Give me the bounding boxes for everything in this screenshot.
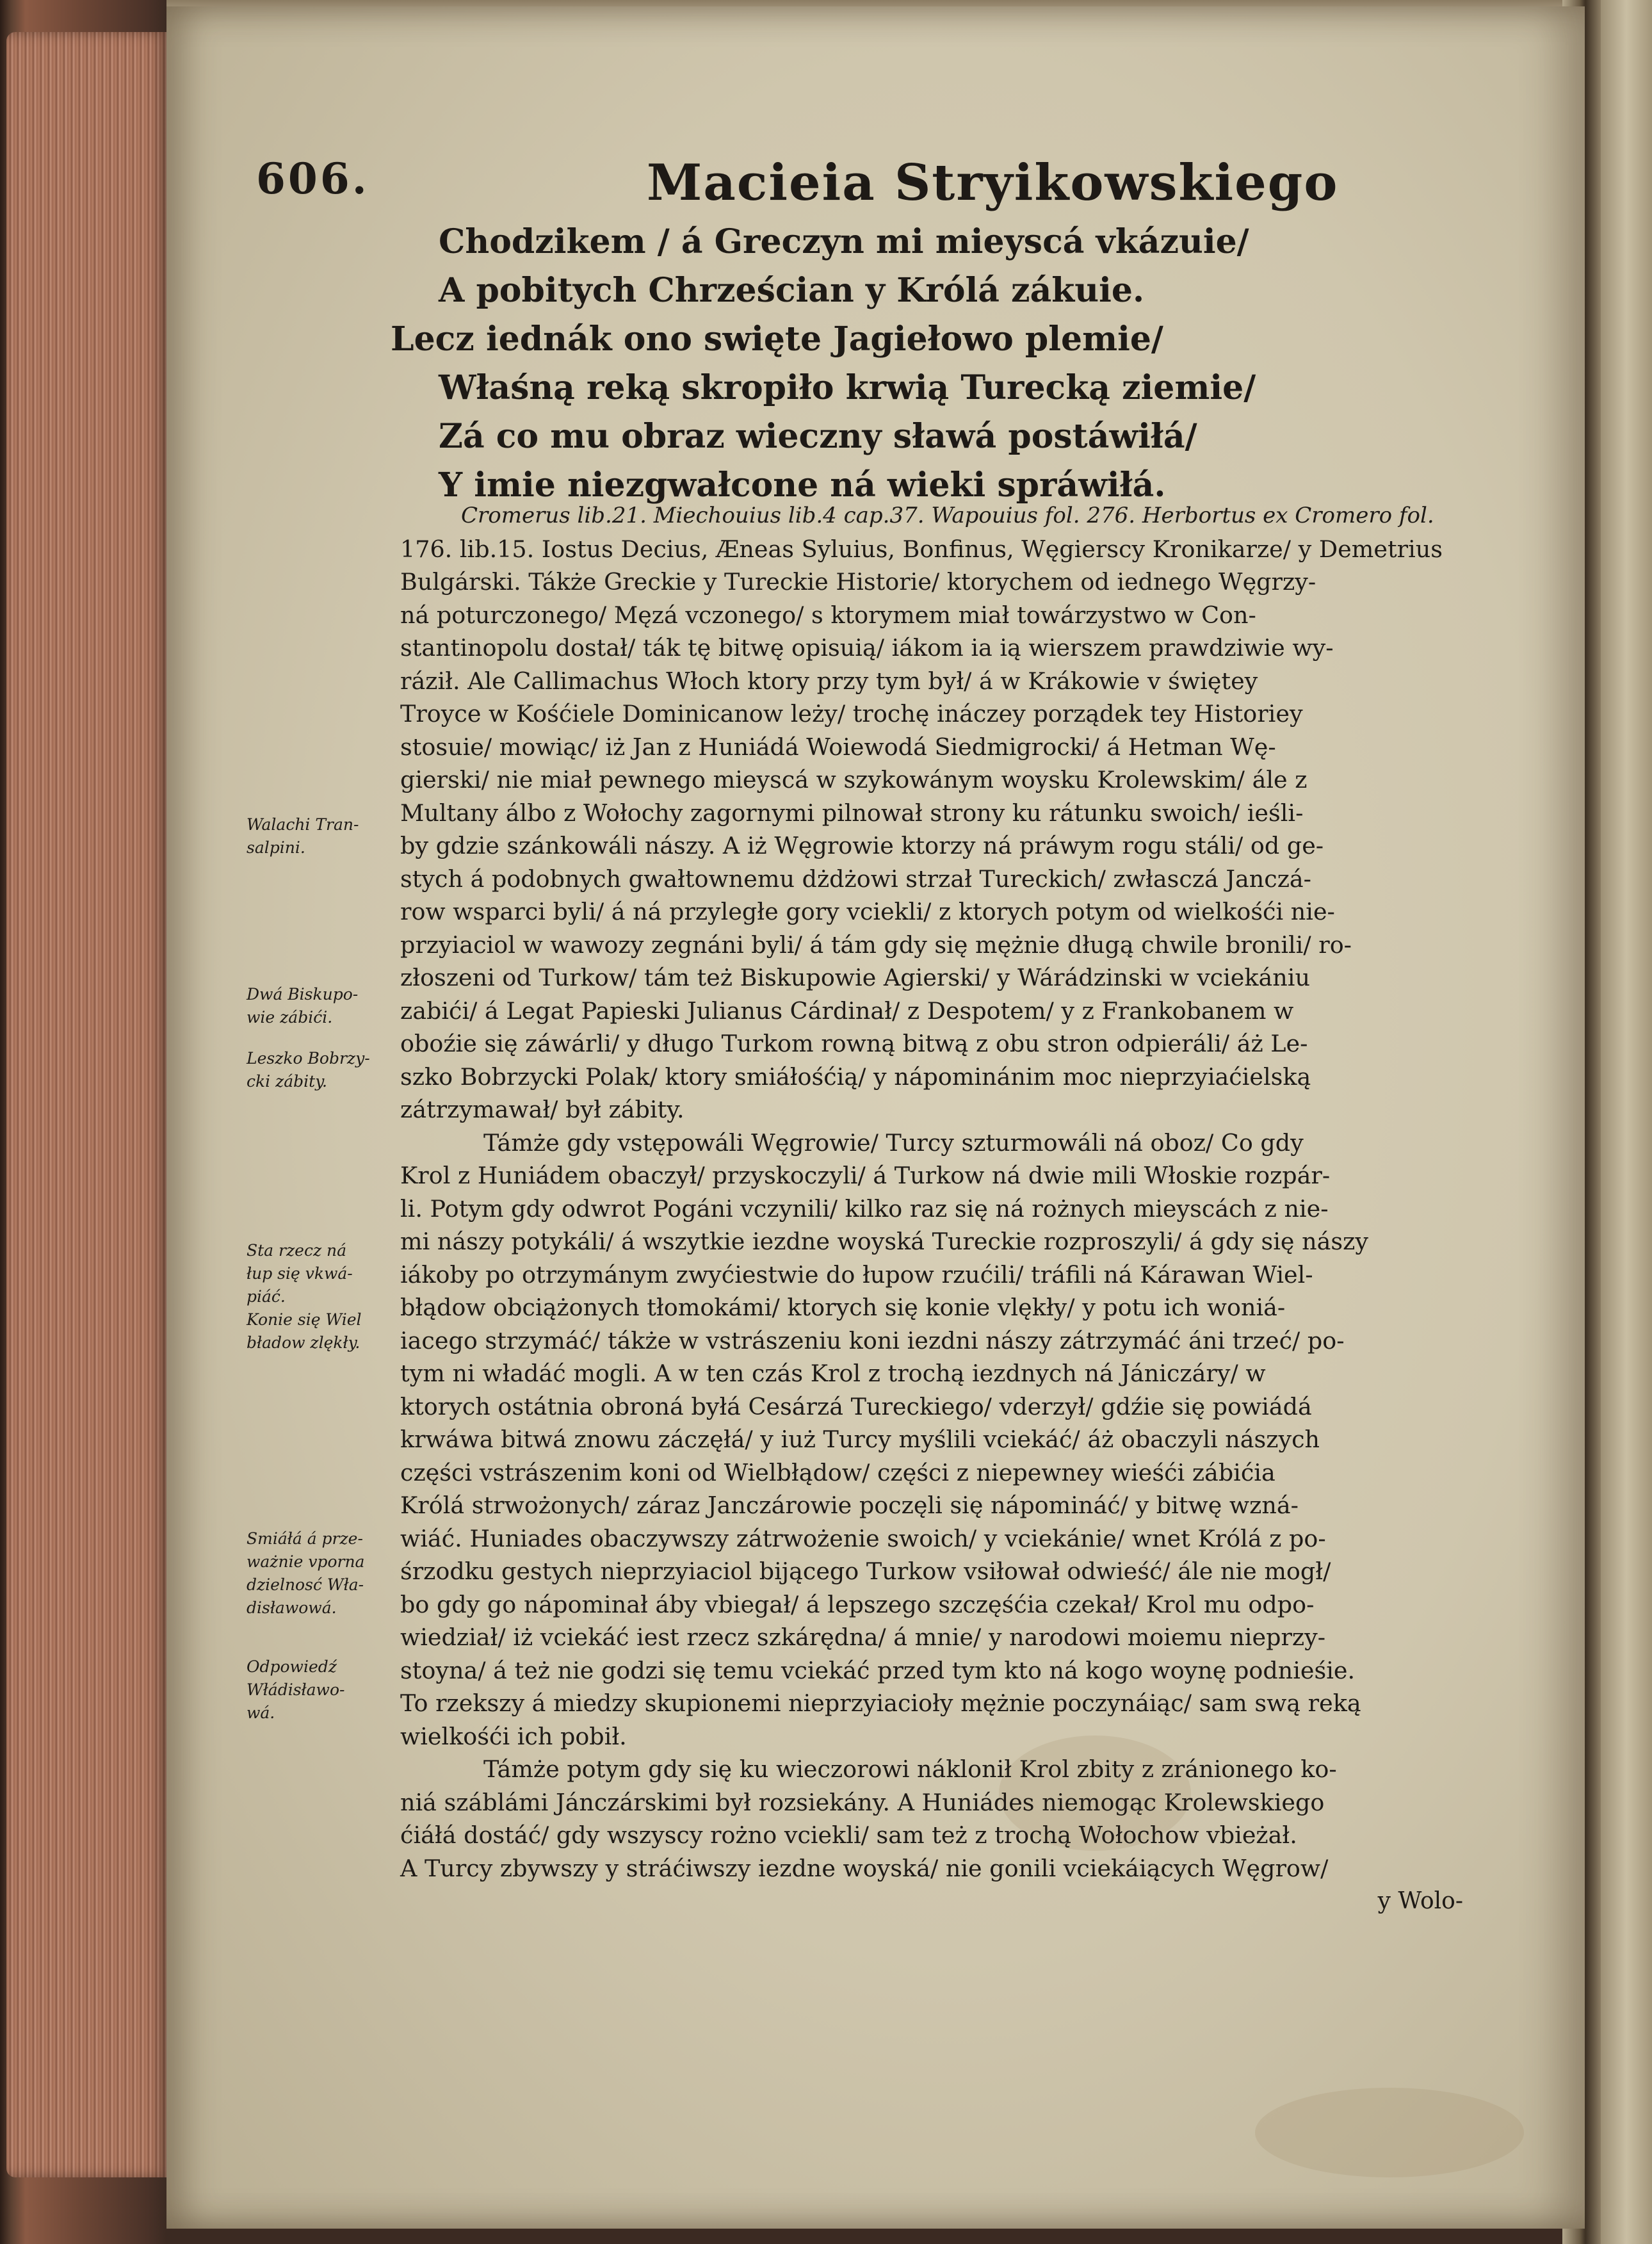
prose-line: Królá strwożonych/ záraz Janczárowie poczęli się nápomináć/ y bitwę wzná- [400,1492,1299,1519]
prose-line: Krol z Huniádem obaczył/ przyskoczyli/ á Turkow ná dwie mili Włoskie rozpár- [400,1162,1331,1189]
prose-line: stosuie/ mowiąc/ iż Jan z Huniádá Woiewodá Siedmigrocki/ á Hetman Wę- [400,733,1276,761]
prose-line: row wsparci byli/ á ná przyległe gory vciekli/ z ktorych potym od wielkośći nie- [400,898,1335,925]
prose-line: wielkośći ich pobił. [400,1722,627,1750]
prose-line: błądow obciążonych tłomokámi/ ktorych się konie vlękły/ y potu ich woniá- [400,1294,1286,1321]
prose-line: ćiáłá dostáć/ gdy wszyscy rożno vciekli/ sam też z trochą Wołochow vbieżał. [400,1821,1297,1849]
prose-block [400,500,1463,1918]
margin-note: Sta rzecz ná łup się vkwá- piáć. Konie się Wiel bładow zlękły. [247,1241,362,1352]
prose-line: gierski/ nie miał pewnego mieyscá w szykowánym woysku Krolewskim/ ále z [400,766,1308,793]
prose-line: tym ni władáć mogli. A w ten czás Krol z trochą iezdnych ná Jániczáry/ w [400,1360,1266,1387]
verse-block [391,218,1479,510]
catchword: y Wolo- [1377,1888,1463,1914]
verse-line: Zá co mu obraz wieczny sławá postáwiłá/ [439,417,1197,456]
margin-note: Odpowiedź Włádisławo- wá. [247,1657,345,1722]
prose-line: krwáwa bitwá znowu záczęłá/ y iuż Turcy myślili vciekáć/ áż obaczyli nászych [400,1426,1320,1453]
prose-line: Multany álbo z Wołochy zagornymi pilnował strony ku rátunku swoich/ ieśli- [400,799,1304,827]
prose-line: li. Potym gdy odwrot Pogáni vczynili/ kilko raz się ná rożnych mieyscách z nie- [400,1194,1329,1223]
page-edges [6,32,166,2177]
prose-line: mi nászy potykáli/ á wszytkie iezdne woyská Tureckie rozproszyli/ á gdy się nászy [400,1228,1368,1255]
prose-line: stych á podobnych gwałtownemu dżdżowi strzał Tureckich/ zwłasczá Janczá- [400,865,1312,893]
prose-line: bo gdy go nápominał áby vbiegał/ á lepszego szczęśćia czekał/ Krol mu odpo- [400,1590,1315,1618]
margin-note: Walachi Tran- salpini. [247,815,359,857]
page-number: 606. [256,154,369,204]
margin-note: Leszko Bobrzy- cki zábity. [247,1049,370,1091]
verse-line: A pobitych Chrześcian y Królá zákuie. [439,271,1145,310]
prose-line: stantinopolu dostał/ ták tę bitwę opisuią/ iákom ia ią wierszem prawdziwie wy- [400,634,1334,662]
prose-line: Troyce w Kośćiele Dominicanow leży/ trochę ináczey porządek tey Historiey [400,700,1303,728]
prose-line: ráził. Ale Callimachus Włoch ktory przy tym był/ á w Krákowie v świętey [400,667,1258,695]
prose-line: złoszeni od Turkow/ tám też Biskupowie Agierski/ y Wárádzinski w vciekániu [400,964,1310,991]
prose-line: ná poturczonego/ Męzá vczonego/ s ktorymem miał towárzystwo w Con- [400,601,1256,629]
prose-line: wiedział/ iż vciekáć iest rzecz szkárędna/ á mnie/ y narodowi moiemu nieprzy- [400,1623,1326,1651]
prose-line: zátrzymawał/ był zábity. [400,1096,684,1123]
running-head: Macieia Stryikowskiego [647,154,1339,212]
prose-line: przyiaciol w wawozy zegnáni byli/ á tám gdy się mężnie długą chwile bronili/ ro- [400,931,1352,959]
verse-line: Chodzikem / á Greczyn mi mieyscá vkázuie/ [439,222,1249,261]
prose-line: stoyna/ á też nie godzi się temu vciekáć przed tym kto ná kogo woynę podnieśie. [400,1656,1356,1684]
prose-line: śrzodku gestych nieprzyiaciol bijącego Turkow vsiłował odwieść/ ále nie mogł/ [400,1557,1331,1585]
citation-line: Cromerus lib.21. Miechouius lib.4 cap.37. Wapouius fol. 276. Herbortus ex Cromero fol. [461,503,1434,528]
prose-line: wiáć. Huniades obaczywszy zátrwożenie swoich/ y vciekánie/ wnet Królá z po- [400,1524,1326,1552]
prose-line: niá száblámi Jánczárskimi był rozsiekány. A Huniádes niemogąc Krolewskiego [400,1788,1325,1816]
prose-line: części vstrászenim koni od Wielbłądow/ części z niepewney wieśći zábićia [400,1458,1275,1486]
prose-line: oboźie się záwárli/ y długo Turkom rowną bitwą z obu stron odpieráli/ áż Le- [400,1030,1308,1057]
verse-line: Lecz iednák ono swięte Jagiełowo plemie/ [391,320,1163,359]
verse-line: Y imie niezgwałcone ná wieki spráwiłá. [439,466,1166,505]
prose-line: by gdzie szánkowáli nászy. A iż Węgrowie ktorzy ná práwym rogu stáli/ od ge- [400,832,1324,859]
margin-note: Dwá Biskupo- wie zábići. [247,985,359,1027]
margin-note: Smiáłá á prze- ważnie vporna dzielnosć Wła- disławowá. [247,1529,365,1617]
prose-line: Támże gdy vstępowáli Węgrowie/ Turcy szturmowáli ná oboz/ Co gdy [483,1128,1304,1157]
prose-line: Bulgárski. Tákże Greckie y Tureckie Historie/ ktorychem od iednego Węgrzy- [400,568,1316,596]
prose-line: ktorych ostátnia obroná byłá Cesárzá Tureckiego/ vderzył/ gdźie się powiádá [400,1392,1312,1420]
prose-line: To rzekszy á miedzy skupionemi nieprzyiacioły mężnie poczynáiąc/ sam swą reką [400,1689,1361,1717]
prose-line: Támże potym gdy się ku wieczorowi náklonił Krol zbity z zránionego ko- [483,1755,1337,1783]
prose-line: szko Bobrzycki Polak/ ktory smiáłośćią/ y nápominánim moc nieprzyiaćielską [400,1062,1311,1091]
prose-line: A Turcy zbywszy y stráćiwszy iezdne woyská/ nie gonili vciekáiących Węgrow/ [400,1854,1329,1882]
verse-line: Właśną reką skropiło krwią Turecką ziemie/ [439,368,1256,407]
prose-line: zabići/ á Legat Papieski Julianus Cárdinał/ z Despotem/ y z Frankobanem w [400,996,1294,1025]
facing-page-edge [1601,0,1652,2244]
catchword-line [400,1885,1463,1918]
prose-line: iákoby po otrzymánym zwyćiestwie do łupow rzućili/ tráfili ná Kárawan Wiel- [400,1260,1313,1289]
paper-stain [1255,2088,1524,2177]
prose-line: iacego strzymáć/ tákże w vstrászeniu koni iezdni nászy zátrzymáć áni trzeć/ po- [400,1326,1345,1354]
citation-line: 176. lib.15. Iostus Decius, Æneas Syluius, Bonfinus, Węgierscy Kronikarze/ y Demetrius [400,535,1443,563]
